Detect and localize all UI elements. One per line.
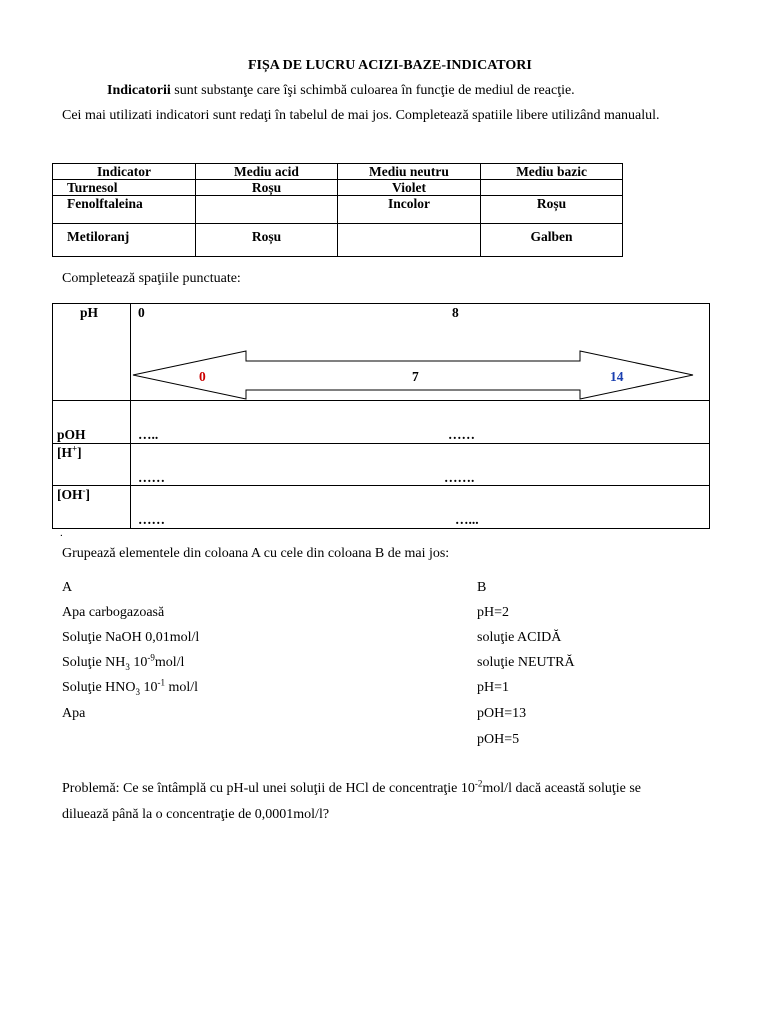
oh-ion-label-end: ] bbox=[85, 487, 90, 502]
h-ion-label bbox=[57, 445, 82, 461]
problem-line-1-post: mol/l dacă această soluţie se bbox=[482, 781, 642, 796]
item-post: mol/l bbox=[165, 680, 199, 695]
ph-top-mid-value: 8 bbox=[452, 305, 459, 320]
item-sub: 3 bbox=[135, 686, 140, 697]
fill-instruction: Completează spaţiile punctuate: bbox=[62, 271, 241, 286]
item-mid: 10 bbox=[140, 680, 158, 695]
column-b-header: B bbox=[477, 580, 487, 595]
table-row bbox=[53, 196, 623, 224]
table-cell-blank[interactable] bbox=[338, 224, 481, 257]
header-basic: Mediu bazic bbox=[481, 164, 623, 180]
oh-ion-label-sup: - bbox=[82, 485, 86, 496]
ph-table-row-line bbox=[52, 443, 709, 444]
indicator-table bbox=[52, 163, 623, 257]
column-a-item bbox=[62, 652, 185, 672]
column-b-item: pH=2 bbox=[477, 605, 510, 620]
oh-ion-right-blank[interactable]: …... bbox=[455, 512, 479, 527]
item-sub: 3 bbox=[125, 661, 130, 672]
table-cell: Roșu bbox=[481, 196, 623, 224]
column-b-item: soluţie ACIDĂ bbox=[477, 630, 562, 645]
oh-ion-left-blank[interactable]: …… bbox=[138, 512, 165, 527]
table-cell-blank[interactable] bbox=[481, 180, 623, 196]
oh-ion-label-base: [OH bbox=[57, 487, 83, 502]
header-neutral: Mediu neutru bbox=[338, 164, 481, 180]
ph-table-divider bbox=[130, 303, 131, 528]
column-a-item: Soluţie NaOH 0,01mol/l bbox=[62, 630, 200, 645]
problem-line-1 bbox=[62, 778, 642, 797]
column-b-item: pOH=13 bbox=[477, 706, 527, 721]
arrow-mid-value: 7 bbox=[412, 369, 419, 384]
stray-dot: . bbox=[60, 527, 63, 539]
column-b-item: soluţie NEUTRĂ bbox=[477, 655, 575, 670]
problem-line-2: diluează până la o concentraţie de 0,0001mol/l? bbox=[62, 807, 330, 822]
item-post: mol/l bbox=[154, 655, 185, 670]
intro-line-2: Cei mai utilizati indicatori sunt redaţi în tabelul de mai jos. Completează spatiile libere utilizând manualul. bbox=[62, 108, 660, 123]
ph-table bbox=[52, 303, 710, 529]
column-a-item bbox=[62, 677, 199, 697]
problem-line-1-pre: Problemă: Ce se întâmplă cu pH-ul unei soluţii de HCl de concentraţie 10 bbox=[62, 781, 475, 796]
item-mid: 10 bbox=[129, 655, 148, 670]
group-instruction: Grupează elementele din coloana A cu cele din coloana B de mai jos: bbox=[62, 546, 450, 561]
table-cell: Incolor bbox=[338, 196, 481, 224]
table-cell: Metiloranj bbox=[53, 224, 196, 257]
h-ion-label-end: ] bbox=[77, 445, 82, 460]
column-a-item: Apa carbogazoasă bbox=[62, 605, 165, 620]
table-cell: Violet bbox=[338, 180, 481, 196]
poh-right-blank[interactable]: …… bbox=[448, 427, 475, 442]
header-acid: Mediu acid bbox=[196, 164, 338, 180]
column-b-item: pH=1 bbox=[477, 680, 510, 695]
intro-line-1 bbox=[107, 83, 575, 99]
h-ion-left-blank[interactable]: …… bbox=[138, 470, 165, 485]
arrow-right-value: 14 bbox=[610, 369, 624, 384]
table-cell: Roșu bbox=[196, 180, 338, 196]
ph-top-left-value: 0 bbox=[138, 305, 145, 320]
page-title: FIȘA DE LUCRU ACIZI-BAZE-INDICATORI bbox=[248, 58, 532, 73]
intro-bold-word: Indicatorii bbox=[107, 83, 171, 98]
table-cell: Fenolftaleina bbox=[53, 196, 196, 224]
poh-left-blank[interactable]: ….. bbox=[138, 427, 159, 442]
ph-label: pH bbox=[80, 305, 99, 320]
table-row bbox=[53, 180, 623, 196]
table-cell: Turnesol bbox=[53, 180, 196, 196]
item-sup: -9 bbox=[147, 652, 155, 663]
problem-line-1-sup: -2 bbox=[474, 778, 483, 789]
column-a-item: Apa bbox=[62, 706, 86, 721]
oh-ion-label bbox=[57, 487, 90, 503]
header-indicator: Indicator bbox=[53, 164, 196, 180]
table-row bbox=[53, 224, 623, 257]
column-b-item: pOH=5 bbox=[477, 732, 520, 747]
arrow-left-value: 0 bbox=[199, 369, 206, 384]
table-cell: Roșu bbox=[196, 224, 338, 257]
item-pre: Soluţie NH bbox=[62, 655, 126, 670]
h-ion-label-sup: + bbox=[72, 443, 78, 454]
column-a-header: A bbox=[62, 580, 73, 595]
indicator-table-header bbox=[53, 164, 623, 180]
item-pre: Soluţie HNO bbox=[62, 680, 136, 695]
h-ion-right-blank[interactable]: ……. bbox=[444, 470, 475, 485]
h-ion-label-base: [H bbox=[57, 445, 72, 460]
intro-line-1-rest: sunt substanţe care îşi schimbă culoarea în funcţie de mediul de reacţie. bbox=[170, 83, 575, 98]
table-cell: Galben bbox=[481, 224, 623, 257]
poh-label: pOH bbox=[57, 427, 86, 442]
item-sup: -1 bbox=[157, 677, 165, 688]
table-cell-blank[interactable] bbox=[196, 196, 338, 224]
